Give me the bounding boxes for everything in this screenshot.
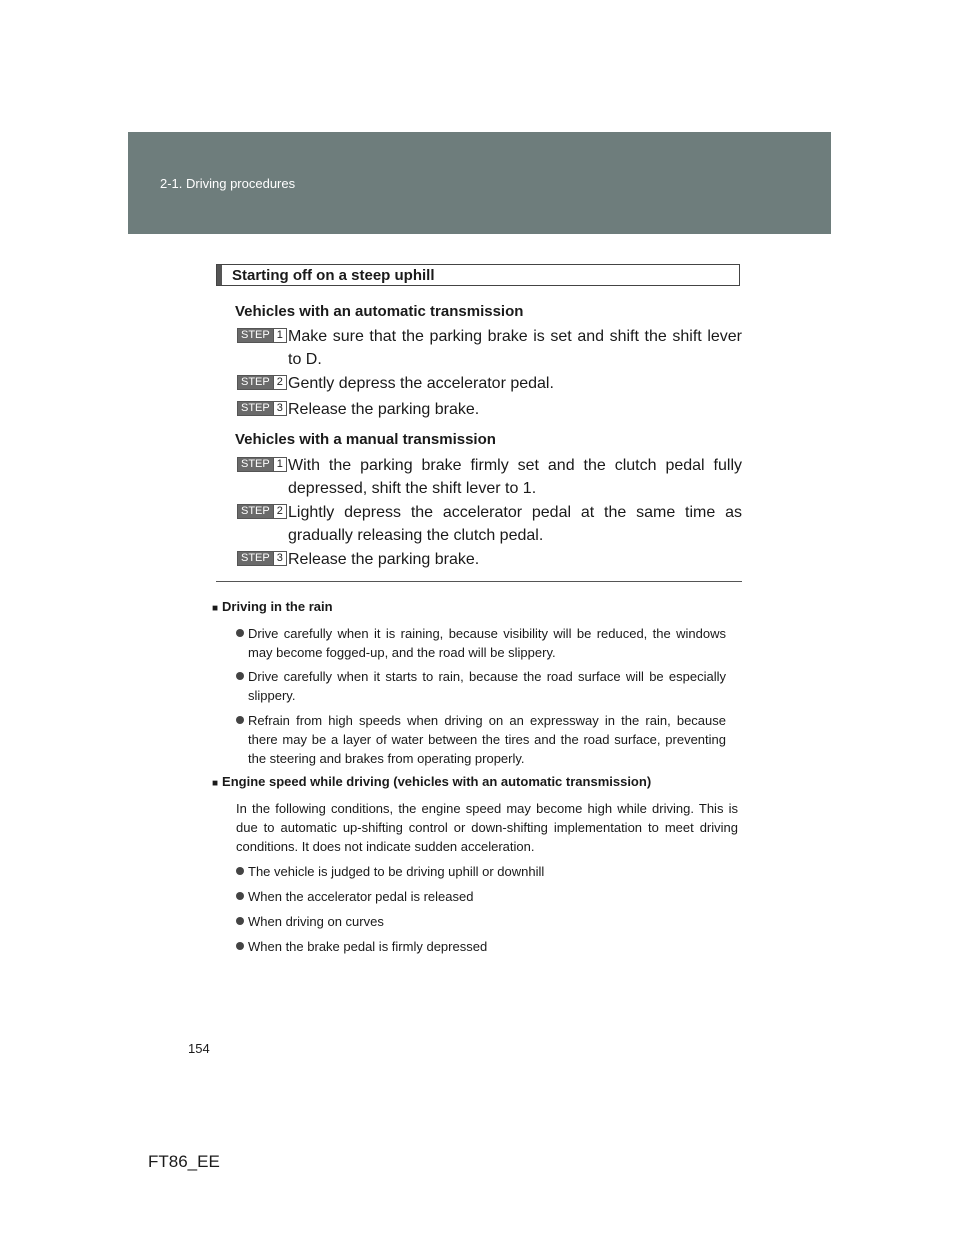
step-badge: STEP 2 xyxy=(237,375,287,390)
square-bullet-icon: ■ xyxy=(212,603,219,614)
auto-step-1 xyxy=(237,325,742,371)
engine-heading: ■ Engine speed while driving (vehicles with an automatic transmission) xyxy=(212,774,652,789)
dot-icon xyxy=(236,629,244,637)
auto-step-3 xyxy=(237,398,742,421)
box-title-text: Starting off on a steep uphill xyxy=(232,266,435,284)
manual-step-1 xyxy=(237,454,742,500)
engine-bullet-4: When the brake pedal is firmly depressed xyxy=(236,937,726,956)
dot-icon xyxy=(236,716,244,724)
rain-bullet-3: Refrain from high speeds when driving on an expressway in the rain, because there may be a layer of water between the tires and the road surface, preventing the steering and brakes from operating properly. xyxy=(236,711,726,768)
step-text: Make sure that the parking brake is set and shift the shift lever to D. xyxy=(288,328,742,368)
manual-heading: Vehicles with a manual transmission xyxy=(235,431,496,448)
dot-icon xyxy=(236,892,244,900)
page-number: 154 xyxy=(188,1041,210,1056)
dot-icon xyxy=(236,942,244,950)
step-badge: STEP 3 xyxy=(237,551,287,566)
title-bar-accent xyxy=(217,265,222,285)
step-text: Release the parking brake. xyxy=(288,551,480,568)
step-badge: STEP 1 xyxy=(237,328,287,343)
auto-step-2 xyxy=(237,372,742,395)
square-bullet-icon: ■ xyxy=(212,778,219,789)
engine-bullet-2: When the accelerator pedal is released xyxy=(236,887,726,906)
rain-bullet-2: Drive carefully when it starts to rain, because the road surface will be especially slippery. xyxy=(236,667,726,705)
engine-bullet-3: When driving on curves xyxy=(236,912,726,931)
section-title: 2-1. Driving procedures xyxy=(160,176,296,191)
engine-paragraph: In the following conditions, the engine speed may become high while driving. This is due to automatic up-shifting control or down-shifting implementation to meet driving conditions. It does not indicate sudden acceleration. xyxy=(236,801,738,854)
rain-bullet-1: Drive carefully when it is raining, because visibility will be reduced, the windows may become fogged-up, and the road will be slippery. xyxy=(236,624,726,662)
dot-icon xyxy=(236,917,244,925)
manual-step-3 xyxy=(237,548,742,571)
engine-bullet-1: The vehicle is judged to be driving uphill or downhill xyxy=(236,862,726,881)
auto-heading: Vehicles with an automatic transmission xyxy=(235,303,524,320)
rain-heading: ■ Driving in the rain xyxy=(212,599,333,614)
header-band xyxy=(128,132,831,234)
section-divider xyxy=(216,581,742,582)
dot-icon xyxy=(236,672,244,680)
step-text: With the parking brake firmly set and the clutch pedal fully depressed, shift the shift lever to 1. xyxy=(288,457,742,497)
step-badge: STEP 1 xyxy=(237,457,287,472)
step-badge: STEP 3 xyxy=(237,401,287,416)
step-text: Release the parking brake. xyxy=(288,401,480,418)
step-text: Gently depress the accelerator pedal. xyxy=(288,375,554,392)
manual-step-2 xyxy=(237,501,742,547)
box-title xyxy=(216,264,740,286)
step-badge: STEP 2 xyxy=(237,504,287,519)
dot-icon xyxy=(236,867,244,875)
model-code: FT86_EE xyxy=(148,1152,220,1171)
step-text: Lightly depress the accelerator pedal at the same time as gradually releasing the clutch pedal. xyxy=(288,504,742,544)
